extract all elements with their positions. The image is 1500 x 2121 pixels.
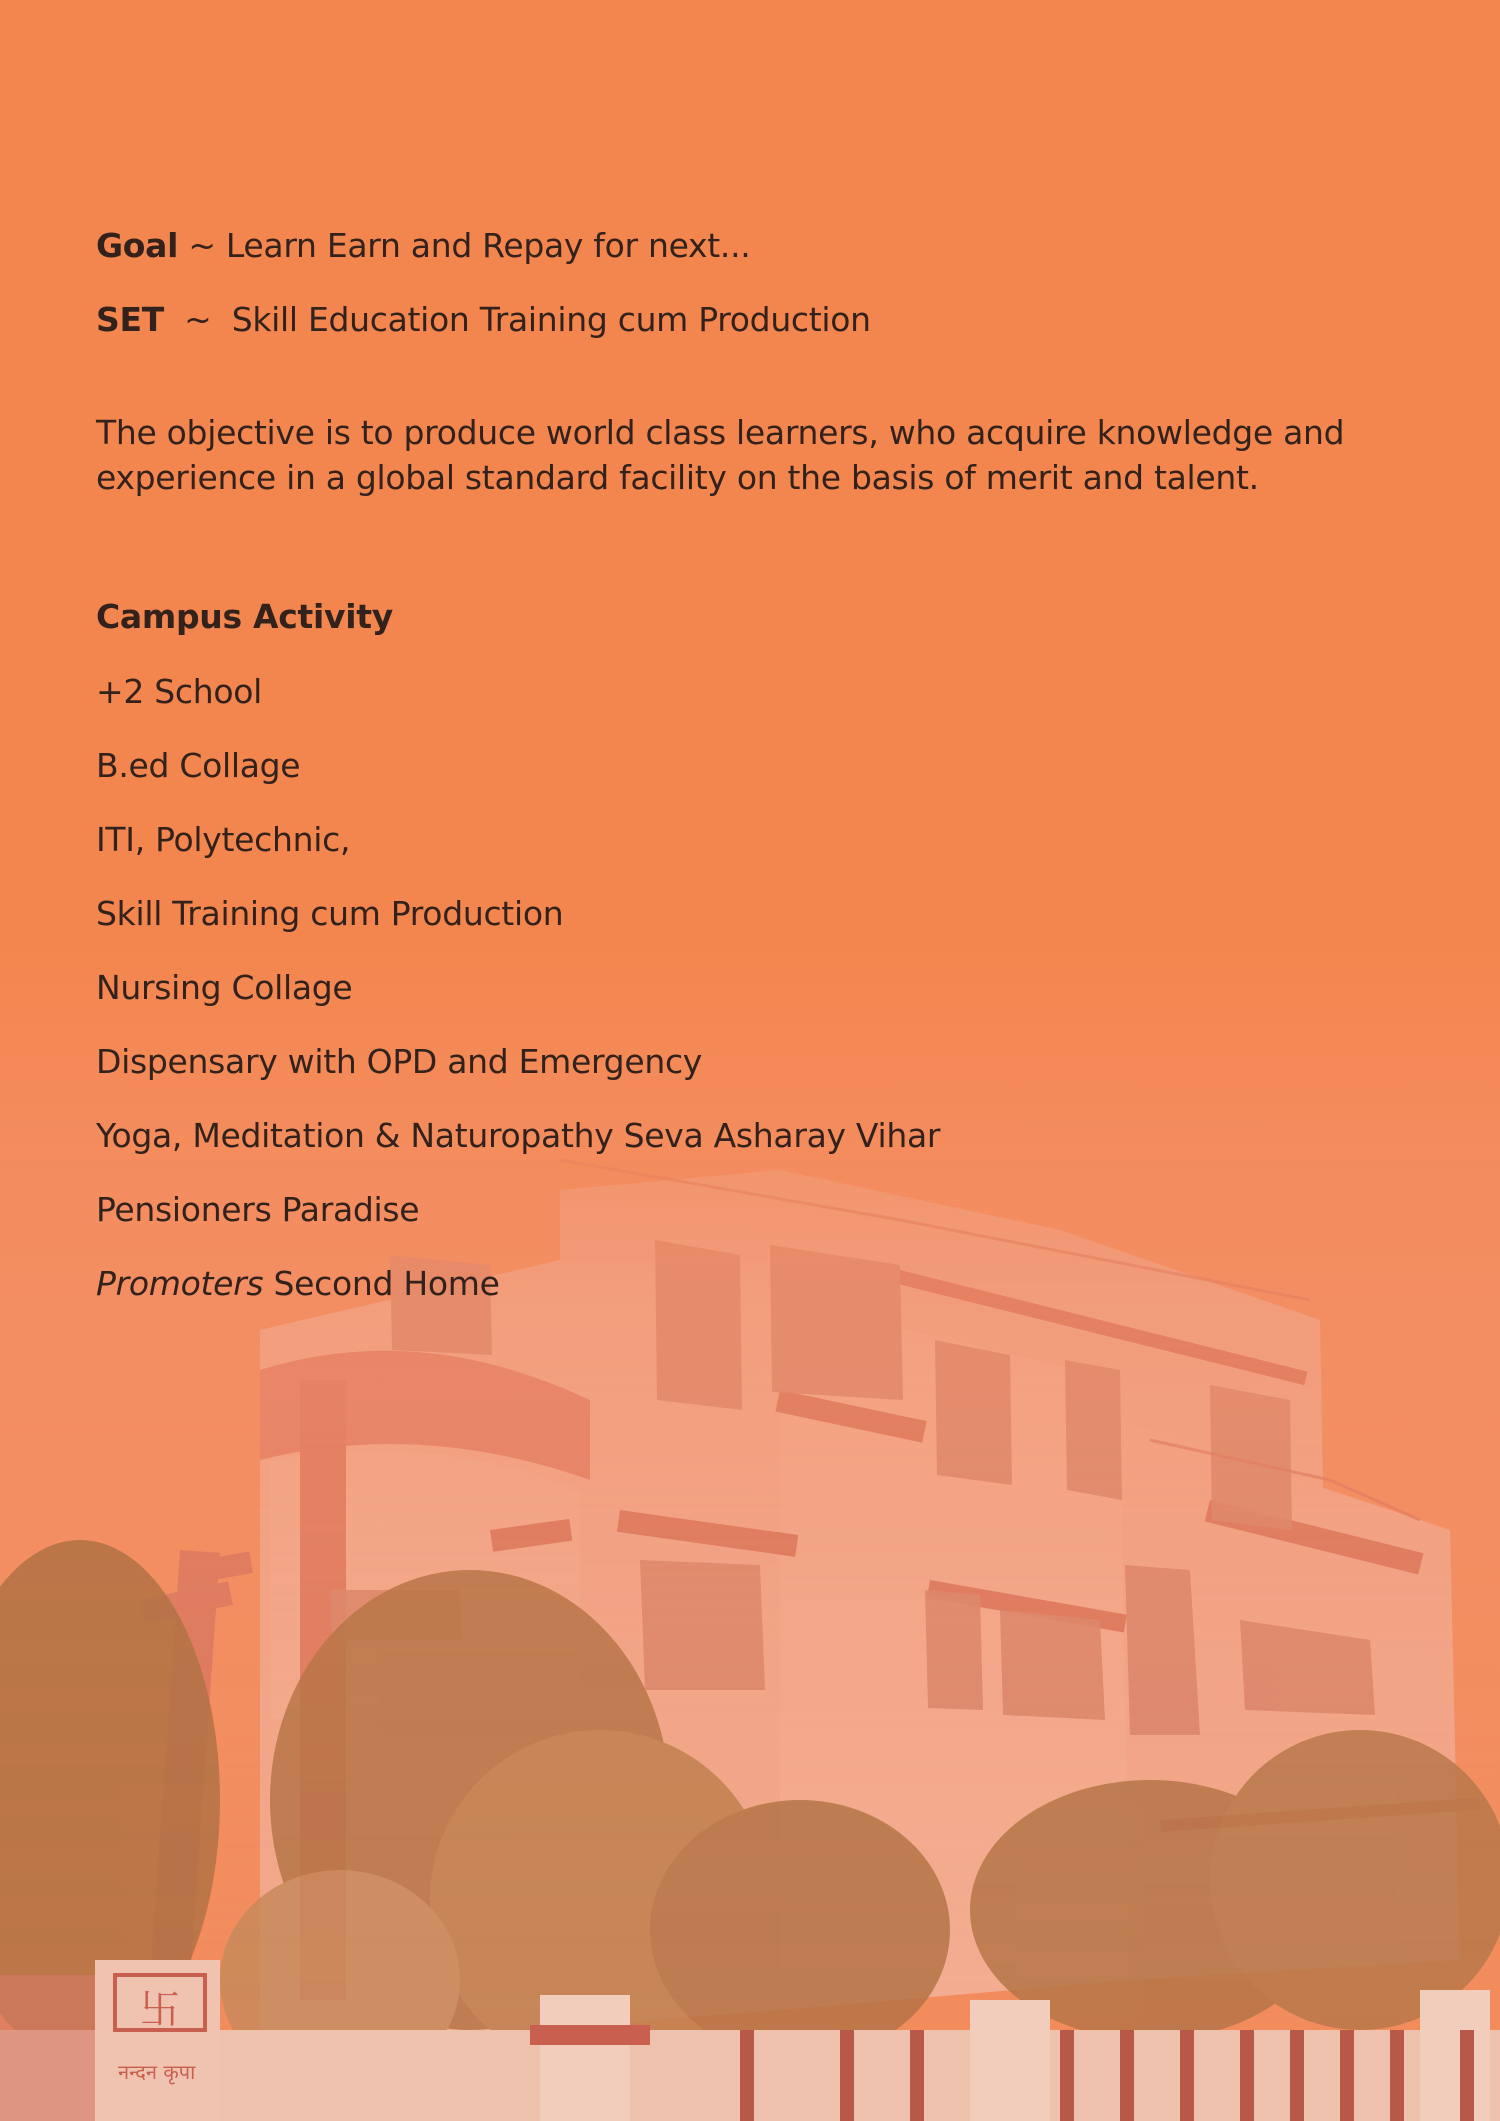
campus-item: Skill Training cum Production (96, 894, 564, 933)
swastika-symbol: 卐 (140, 1987, 180, 2033)
goal-text: Learn Earn and Repay for next... (225, 226, 751, 265)
set-separator: ~ (184, 300, 212, 339)
campus-item: Yoga, Meditation & Naturopathy Seva Asharay Vihar (96, 1116, 941, 1155)
set-label: SET (96, 300, 164, 339)
promoters-rest: Second Home (263, 1264, 500, 1303)
promoters-emphasis: Promoters (96, 1264, 264, 1303)
objective-paragraph: The objective is to produce world class learners, who acquire knowledge and experience in a global standard facility on the basis of merit and talent. (96, 413, 1345, 497)
goal-label: Goal (96, 226, 179, 265)
campus-item: Dispensary with OPD and Emergency (96, 1042, 703, 1081)
set-text: Skill Education Training cum Production (231, 300, 871, 339)
goal-separator: ~ (188, 226, 216, 265)
campus-activity-heading: Campus Activity (96, 597, 393, 636)
goal-line (96, 226, 750, 265)
campus-item: B.ed Collage (96, 746, 301, 785)
campus-item: Nursing Collage (96, 968, 353, 1007)
campus-item: Pensioners Paradise (96, 1190, 420, 1229)
campus-item: +2 School (96, 672, 262, 711)
set-line (96, 300, 871, 339)
signboard-label: नन्दन कृपा (118, 2060, 196, 2084)
campus-item-promoters (96, 1264, 500, 1303)
campus-item: ITI, Polytechnic, (96, 820, 351, 859)
